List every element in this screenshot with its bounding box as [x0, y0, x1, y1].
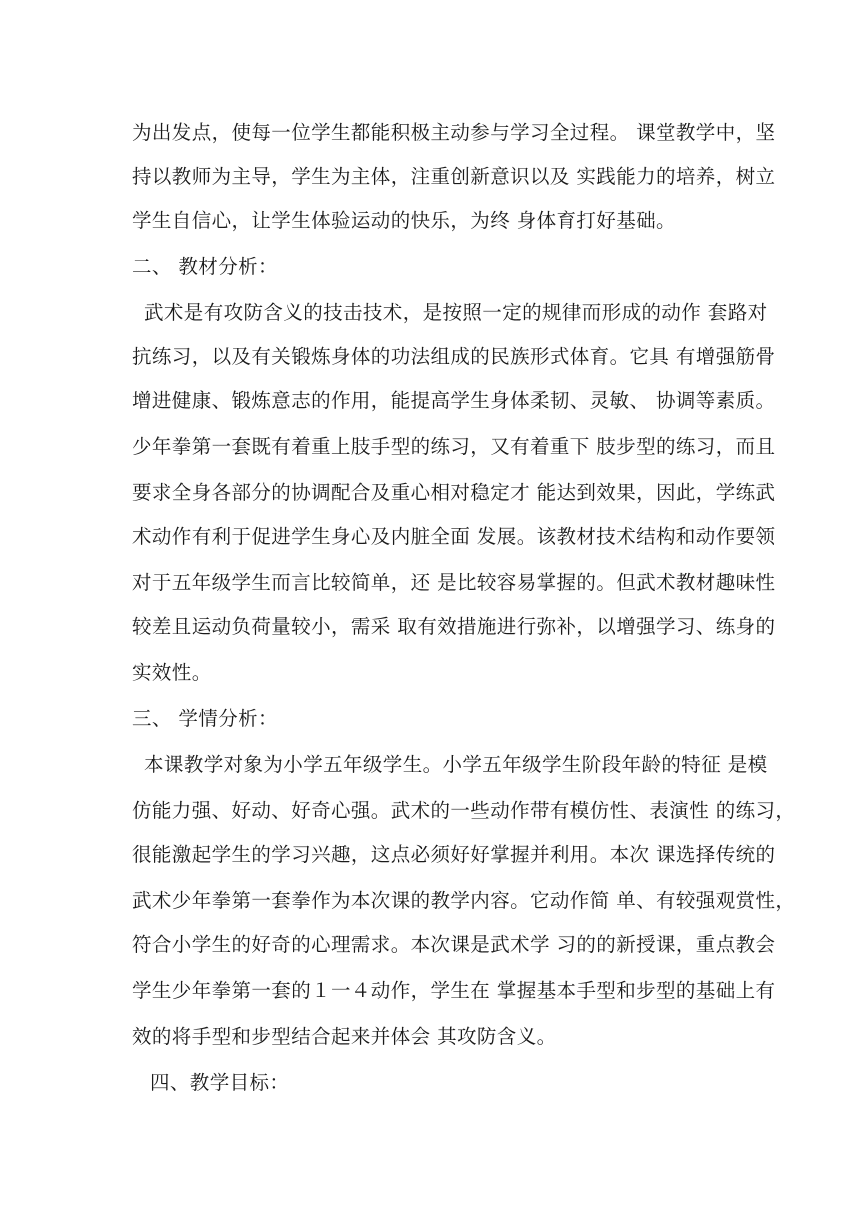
- paragraph-line: 效的将手型和步型结合起来并体会 其攻防含义。: [132, 1025, 557, 1048]
- paragraph-line: 武术少年拳第一套拳作为本次课的教学内容。它动作简 单、有较强观赏性，: [132, 889, 796, 912]
- paragraph-line: 较差且运动负荷量较小，需采 取有效措施进行弥补，以增强学习、练身的: [132, 615, 776, 638]
- section-heading: 四、教学目标：: [150, 1071, 290, 1094]
- paragraph-line: 要求全身各部分的协调配合及重心相对稳定才 能达到效果，因此，学练武: [132, 481, 776, 504]
- paragraph-line: 符合小学生的好奇的心理需求。本次课是武术学 习的的新授课，重点教会: [132, 933, 776, 956]
- paragraph-line: 持以教师为主导，学生为主体，注重创新意识以及 实践能力的培养，树立: [132, 165, 776, 188]
- paragraph-line: 本课教学对象为小学五年级学生。小学五年级学生阶段年龄的特征 是模: [144, 753, 768, 776]
- section-heading: 二、 教材分析：: [132, 255, 278, 278]
- paragraph-line: 术动作有利于促进学生身心及内脏全面 发展。该教材技术结构和动作要领: [132, 525, 776, 548]
- paragraph-line: 增进健康、锻炼意志的作用，能提高学生身体柔韧、灵敏、 协调等素质。: [132, 389, 776, 412]
- paragraph-line: 抗练习，以及有关锻炼身体的功法组成的民族形式体育。它具 有增强筋骨: [132, 345, 776, 368]
- paragraph-line: 为出发点，使每一位学生都能积极主动参与学习全过程。 课堂教学中，坚: [132, 121, 776, 144]
- paragraph-line: 武术是有攻防含义的技击技术，是按照一定的规律而形成的动作 套路对: [144, 301, 768, 324]
- paragraph-line: 仿能力强、好动、好奇心强。武术的一些动作带有模仿性、表演性 的练习，: [132, 799, 796, 822]
- paragraph-line: 对于五年级学生而言比较简单，还 是比较容易掌握的。但武术教材趣味性: [132, 571, 776, 594]
- paragraph-line: 学生自信心，让学生体验运动的快乐，为终 身体育打好基础。: [132, 209, 676, 232]
- section-heading: 三、 学情分析：: [132, 707, 278, 730]
- paragraph-line: 很能激起学生的学习兴趣，这点必须好好掌握并利用。本次 课选择传统的: [132, 843, 776, 866]
- paragraph-line: 实效性。: [132, 661, 212, 684]
- paragraph-line: 少年拳第一套既有着重上肢手型的练习，又有着重下 肢步型的练习，而且: [132, 435, 776, 458]
- paragraph-line: 学生少年拳第一套的１一４动作，学生在 掌握基本手型和步型的基础上有: [132, 979, 776, 1002]
